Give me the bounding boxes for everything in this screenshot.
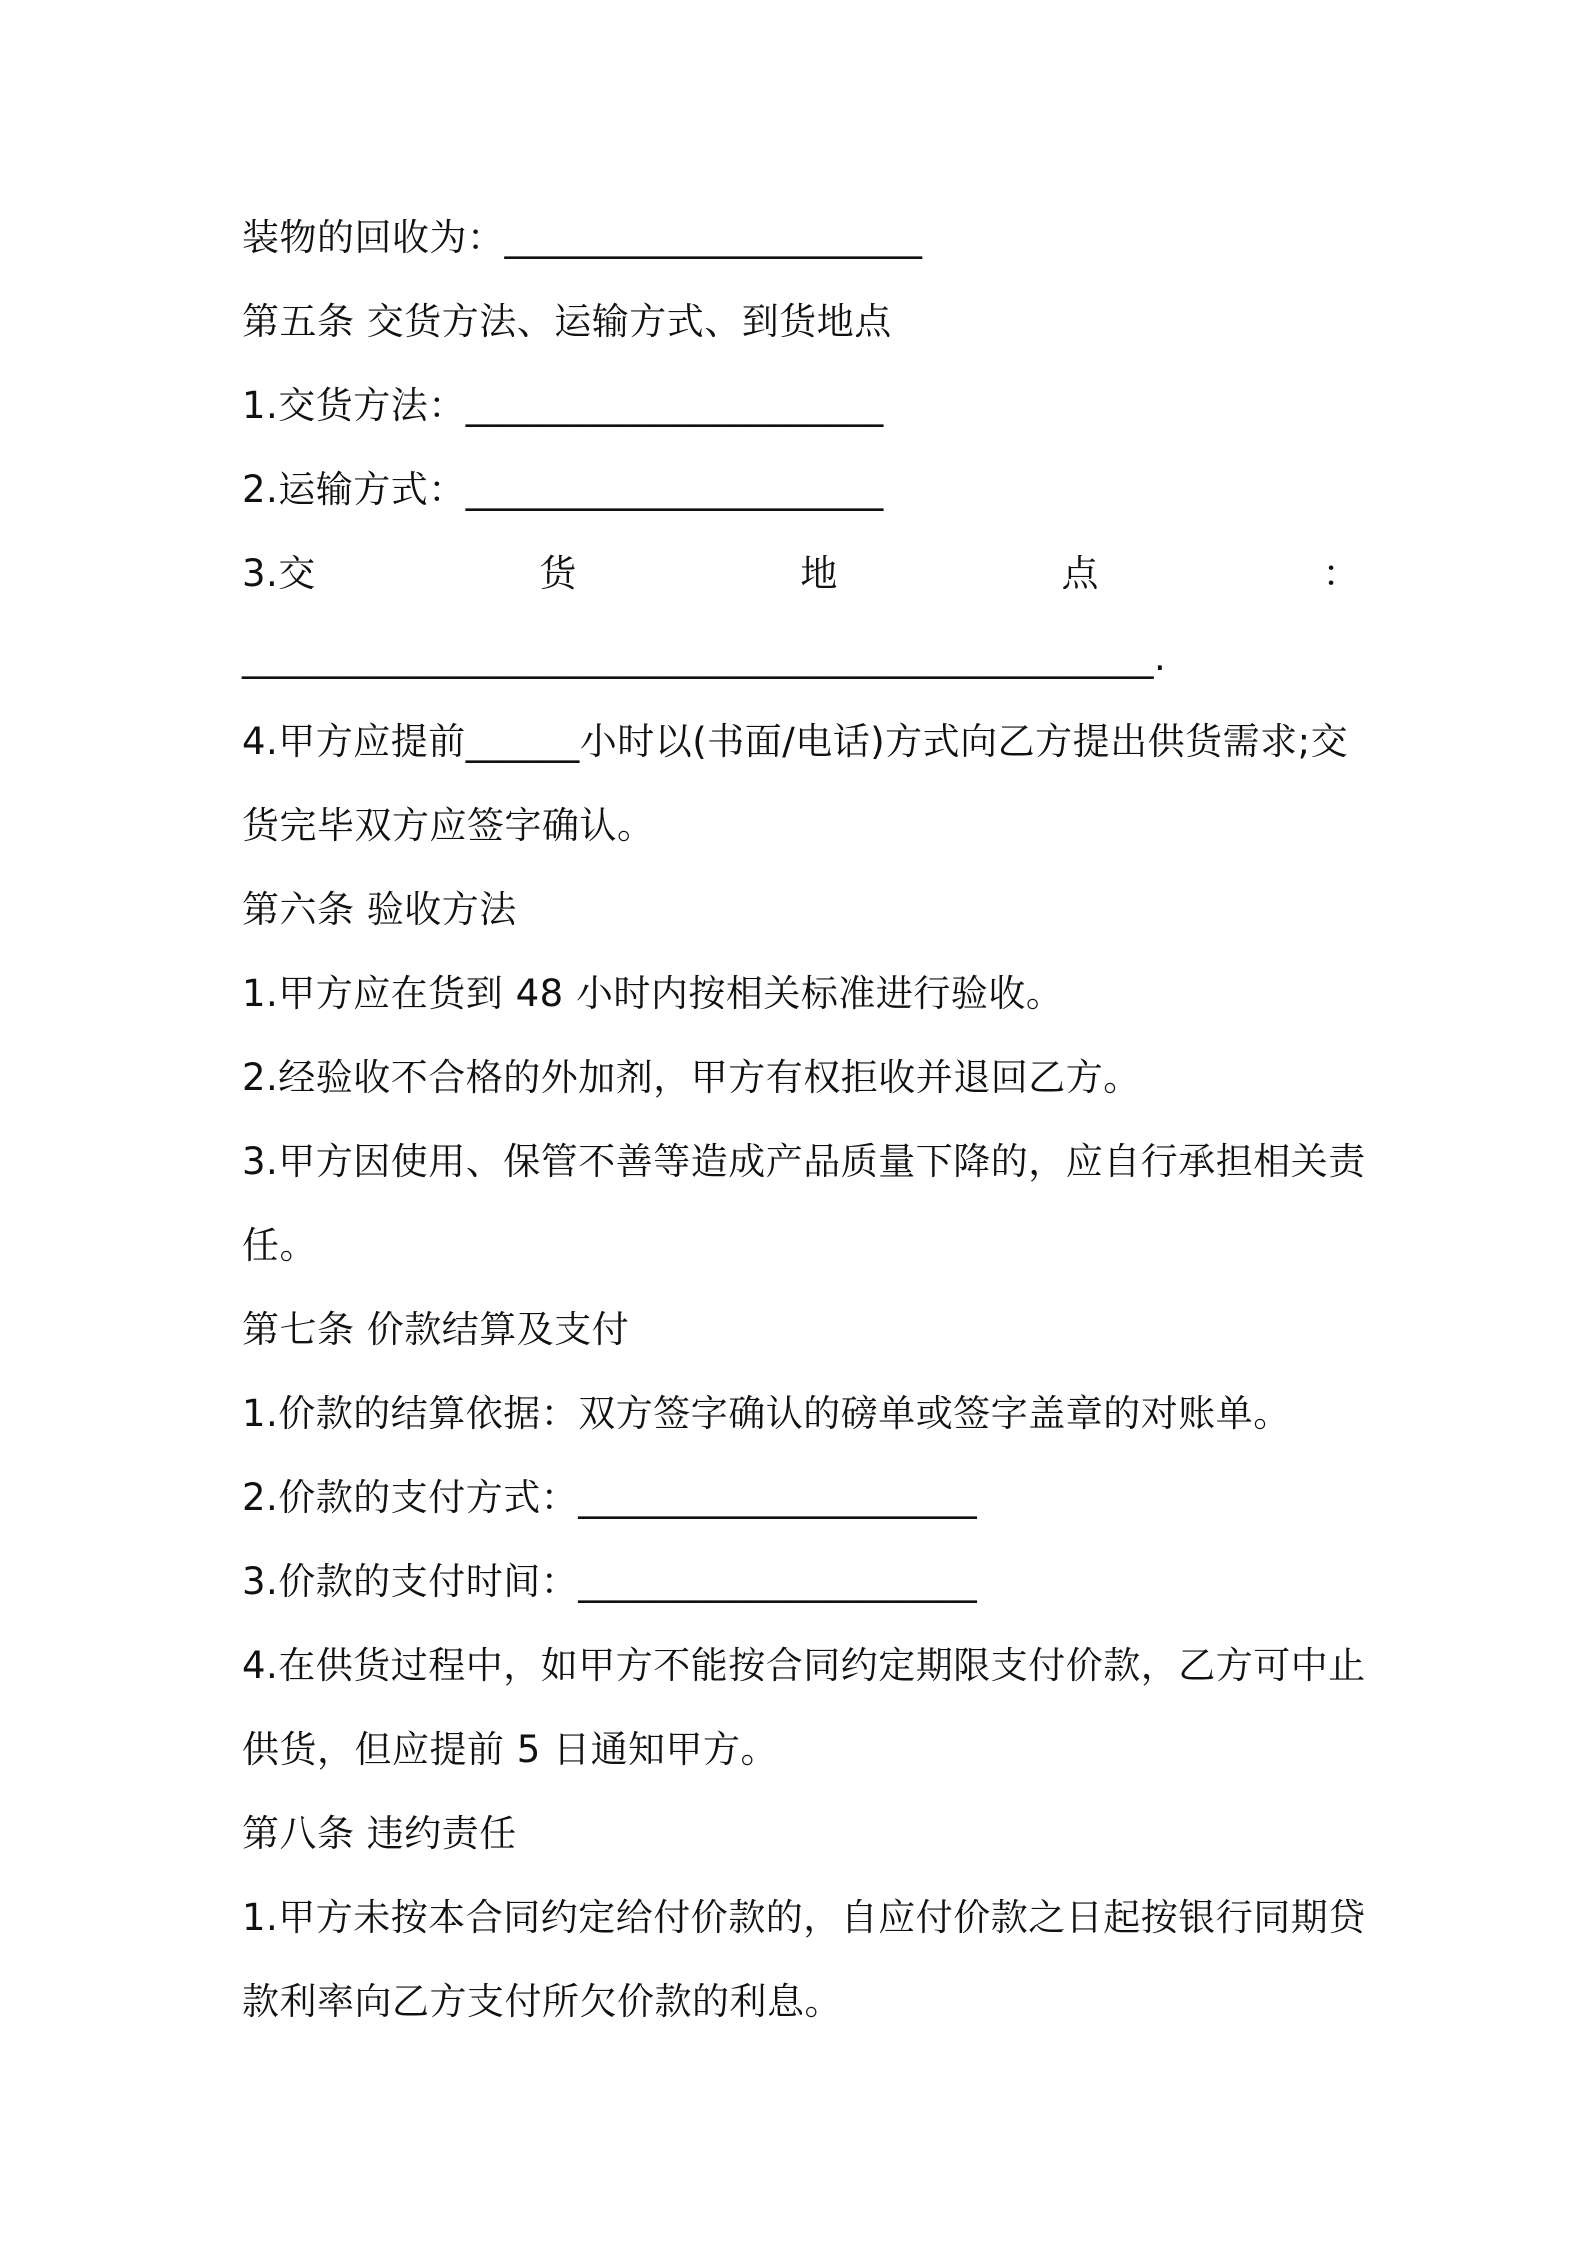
text-line: 供货，但应提前 5 日通知甲方。 [242,1728,779,1771]
article-heading: 第五条 交货方法、运输方式、到货地点 [242,300,892,343]
text-line: 3.价款的支付时间：_____________________ [242,1560,978,1603]
text-line: ________________________________________________. [242,636,1167,679]
spread-char: 3.交 [242,552,316,595]
spread-char: 地 [800,552,838,595]
document-body [242,196,1366,2044]
article-heading: 第六条 验收方法 [242,888,517,931]
spread-char: 点 [1061,552,1099,595]
spread-char: ： [1322,552,1360,595]
article-heading: 第七条 价款结算及支付 [242,1308,630,1351]
text-line: 款利率向乙方支付所欠价款的利息。 [242,1980,842,2023]
text-line: 2.经验收不合格的外加剂，甲方有权拒收并退回乙方。 [242,1056,1141,1099]
text-line: 1.交货方法：______________________ [242,384,884,427]
delivery-location-line [242,532,1360,616]
text-line: 1.甲方未按本合同约定给付价款的，自应付价款之日起按银行同期贷 [242,1896,1366,1939]
text-line: 任。 [242,1224,317,1267]
text-line: 1.甲方应在货到 48 小时内按相关标准进行验收。 [242,972,1064,1015]
spread-char: 货 [539,552,577,595]
article-heading: 第八条 违约责任 [242,1812,517,1855]
text-line: 3.甲方因使用、保管不善等造成产品质量下降的，应自行承担相关责 [242,1140,1366,1183]
text-line: 装物的回收为：______________________ [242,216,923,259]
text-line: 货完毕双方应签字确认。 [242,804,655,847]
text-line: 4.在供货过程中，如甲方不能按合同约定期限支付价款，乙方可中止 [242,1644,1366,1687]
text-line: 1.价款的结算依据：双方签字确认的磅单或签字盖章的对账单。 [242,1392,1291,1435]
text-line: 2.运输方式：______________________ [242,468,884,511]
text-line: 2.价款的支付方式：_____________________ [242,1476,978,1519]
text-line: 4.甲方应提前______小时以(书面/电话)方式向乙方提出供货需求;交 [242,720,1349,763]
